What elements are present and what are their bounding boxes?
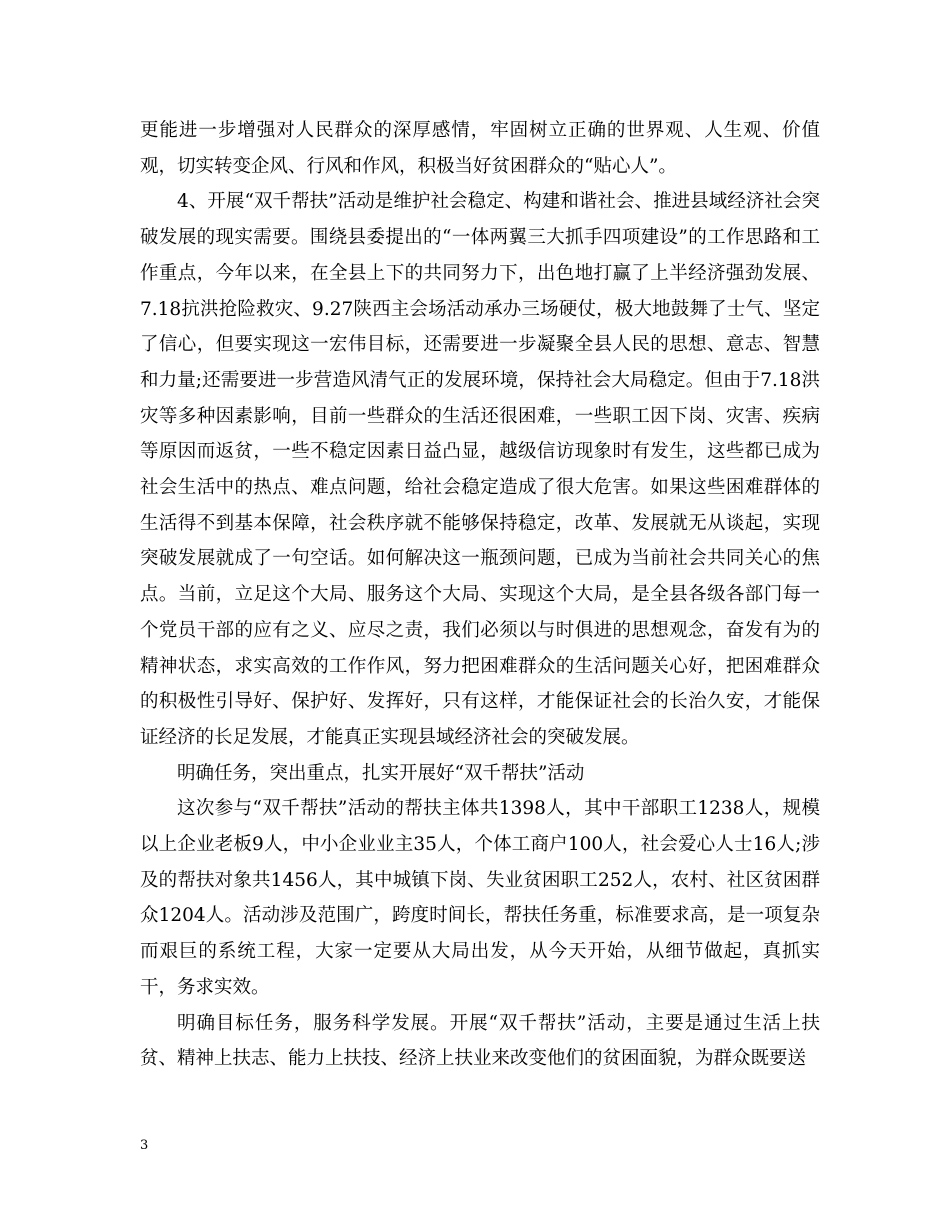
paragraph-participants: 这次参与“双千帮扶”活动的帮扶主体共1398人，其中干部职工1238人，规模以上企业老板9人，中小企业业主35人，个体工商户100人，社会爱心人士16人;涉及的帮扶对象共1456人，其中城镇下岗、失业贫困职工252人，农村、社区贫困群众1204人。活动涉及范围广，跨度时间长，帮扶任务重，标准要求高，是一项复杂而艰巨的系统工程，大家一定要从大局出发，从今天开始，从细节做起，真抓实干，务求实效。 bbox=[140, 798, 820, 998]
paragraph-continuation: 更能进一步增强对人民群众的深厚感情，牢固树立正确的世界观、人生观、价值观，切实转变企风、行风和作风，积极当好贫困群众的“贴心人”。 bbox=[140, 120, 820, 177]
paragraph-goals: 明确目标任务，服务科学发展。开展“双千帮扶”活动，主要是通过生活上扶贫、精神上扶志、能力上扶技、经济上扶业来改变他们的贫困面貌，为群众既要送 bbox=[140, 1012, 820, 1070]
document-body bbox=[140, 113, 820, 1077]
paragraph-social-stability: 4、开展“双千帮扶”活动是维护社会稳定、构建和谐社会、推进县域经济社会突破发展的现实需要。围绕县委提出的“一体两翼三大抓手四项建设”的工作思路和工作重点，今年以来，在全县上下的共同努力下，出色地打赢了上半经济强劲发展、7.18抗洪抢险救灾、9.27陕西主会场活动承办三场硬仗，极大地鼓舞了士气、坚定了信心，但要实现这一宏伟目标，还需要进一步凝聚全县人民的思想、意志、智慧和力量;还需要进一步营造风清气正的发展环境，保持社会大局稳定。但由于7.18洪灾等多种因素影响，目前一些群众的生活还很困难，一些职工因下岗、灾害、疾病等原因而返贫，一些不稳定因素日益凸显，越级信访现象时有发生，这些都已成为社会生活中的热点、难点问题，给社会稳定造成了很大危害。如果这些困难群体的生活得不到基本保障，社会秩序就不能够保持稳定，改革、发展就无从谈起，实现突破发展就成了一句空话。如何解决这一瓶颈问题，已成为当前社会共同关心的焦点。当前，立足这个大局、服务这个大局、实现这个大局，是全县各级各部门每一个党员干部的应有之义、应尽之责，我们必须以与时俱进的思想观念，奋发有为的精神状态，求实高效的工作作风，努力把困难群众的生活问题关心好，把困难群众的积极性引导好、保护好、发挥好，只有这样，才能保证社会的长治久安，才能保证经济的长足发展，才能真正实现县域经济社会的突破发展。 bbox=[140, 191, 820, 748]
section-heading: 明确任务，突出重点，扎实开展好“双千帮扶”活动 bbox=[177, 762, 585, 784]
page-number: 3 bbox=[140, 1138, 149, 1153]
